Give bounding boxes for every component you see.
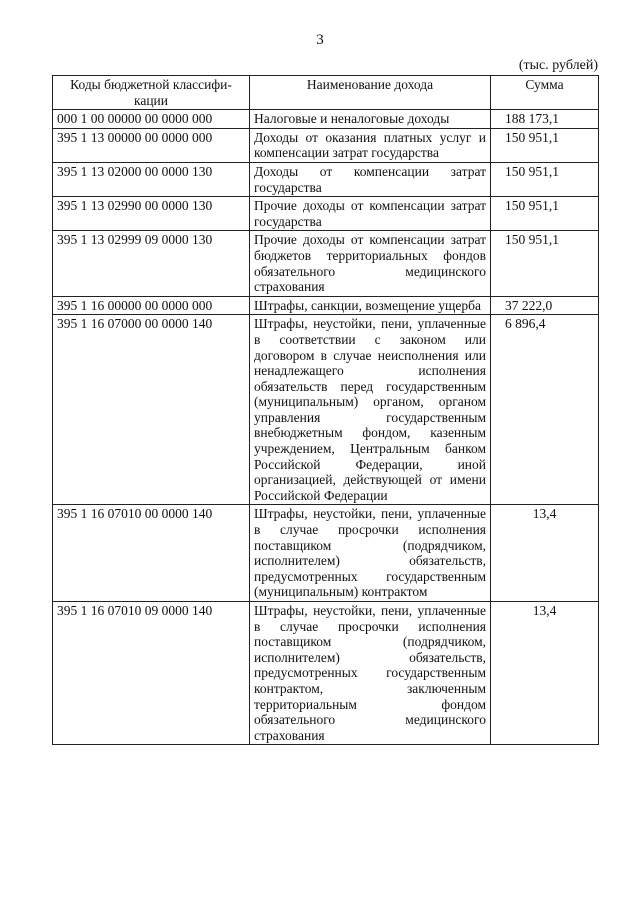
row-name: Штрафы, санкции, возмещение ущерба: [250, 296, 491, 315]
header-name: Наименование дохода: [250, 76, 491, 110]
row-sum: 150 951,1: [491, 231, 599, 296]
row-sum: 150 951,1: [491, 197, 599, 231]
table-row: [53, 315, 599, 505]
header-codes: Коды бюджетной классифи-кации: [53, 76, 250, 110]
row-name: Доходы от оказания платных услуг и компенсации затрат государства: [250, 128, 491, 162]
row-name: Штрафы, неустойки, пени, уплаченные в случае просрочки исполнения поставщиком (подрядчиком, исполнителем) обязательств, предусмотренных государственным контрактом, заключенным территориальным фондом обязательного медицинского страхования: [250, 602, 491, 745]
row-name: Прочие доходы от компенсации затрат государства: [250, 197, 491, 231]
row-name: Штрафы, неустойки, пени, уплаченные в случае просрочки исполнения поставщиком (подрядчиком, исполнителем) обязательств, предусмотренных государственным (муниципальным) контрактом: [250, 505, 491, 602]
table-row: [53, 505, 599, 602]
table-row: [53, 128, 599, 162]
table-row: [53, 231, 599, 296]
table-row: [53, 110, 599, 129]
row-code: 395 1 13 02000 00 0000 130: [53, 162, 250, 196]
row-name: Штрафы, неустойки, пени, уплаченные в соответствии с законом или договором в случае неисполнения или ненадлежащего исполнения обязательств перед государственным (муниципальным) органом, органом управления государственным внебюджетным фондом, казенным учреждением, Центральным банком Российской Федерации, иной организацией, действующей от имени Российской Федерации: [250, 315, 491, 505]
table-row: [53, 296, 599, 315]
row-sum: 150 951,1: [491, 128, 599, 162]
row-sum: 37 222,0: [491, 296, 599, 315]
row-sum: 13,4: [491, 505, 599, 602]
units-label: (тыс. рублей): [518, 58, 598, 73]
row-sum: 188 173,1: [491, 110, 599, 129]
row-name: Налоговые и неналоговые доходы: [250, 110, 491, 129]
table-header-row: [53, 76, 599, 110]
row-code: 395 1 16 07010 00 0000 140: [53, 505, 250, 602]
page-number: 3: [316, 32, 324, 48]
row-code: 395 1 13 02999 09 0000 130: [53, 231, 250, 296]
row-sum: 150 951,1: [491, 162, 599, 196]
revenue-table: [52, 75, 599, 745]
header-sum: Сумма: [491, 76, 599, 110]
table-row: [53, 602, 599, 745]
row-code: 395 1 13 00000 00 0000 000: [53, 128, 250, 162]
row-code: 395 1 16 00000 00 0000 000: [53, 296, 250, 315]
row-code: 395 1 16 07010 09 0000 140: [53, 602, 250, 745]
row-sum: 13,4: [491, 602, 599, 745]
row-code: 000 1 00 00000 00 0000 000: [53, 110, 250, 129]
row-name: Прочие доходы от компенсации затрат бюджетов территориальных фондов обязательного медицинского страхования: [250, 231, 491, 296]
row-code: 395 1 16 07000 00 0000 140: [53, 315, 250, 505]
table-row: [53, 162, 599, 196]
row-code: 395 1 13 02990 00 0000 130: [53, 197, 250, 231]
table-row: [53, 197, 599, 231]
row-sum: 6 896,4: [491, 315, 599, 505]
row-name: Доходы от компенсации затрат государства: [250, 162, 491, 196]
